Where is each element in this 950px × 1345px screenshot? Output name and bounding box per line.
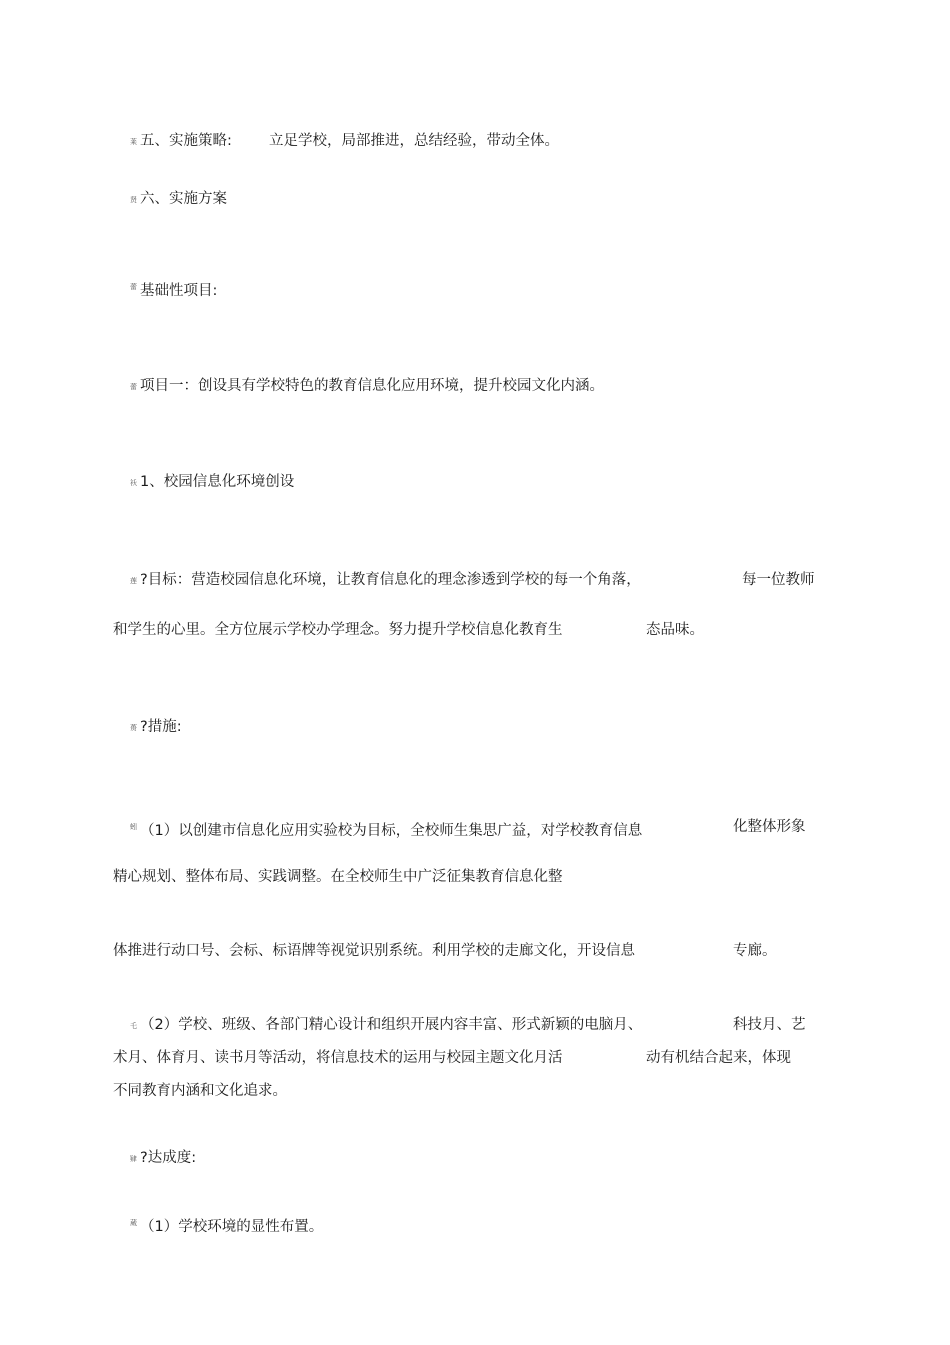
- annotation-mark: 蕾: [130, 283, 137, 291]
- measure-2-line-3: 不同教育内涵和文化追求。: [113, 1083, 287, 1099]
- basic-projects-heading: [130, 277, 217, 301]
- basic-projects-title: 基础性项目:: [140, 283, 218, 299]
- measure-2-text: （2）学校、班级、各部门精心设计和组织开展内容丰富、形式新颖的电脑月、: [140, 1017, 643, 1033]
- goal-paragraph-line-1: [130, 570, 641, 591]
- achievement-heading: [130, 1148, 196, 1169]
- annotation-mark: 蒉: [130, 724, 137, 732]
- measure-1-line-1: [130, 817, 642, 841]
- annotation-mark: 蕾: [130, 383, 137, 391]
- goal-paragraph-line-1-tail: 每一位教师: [742, 572, 815, 588]
- annotation-mark: 肄: [130, 1155, 137, 1163]
- section-5-text: 立足学校，局部推进，总结经验，带动全体。: [269, 133, 559, 149]
- measure-2-line-1: [130, 1015, 642, 1036]
- measure-1-line-2: 精心规划、整体布局、实践调整。在全校师生中广泛征集教育信息化整: [113, 869, 563, 885]
- section-5-strategy: [130, 131, 232, 152]
- goal-text: ?目标：营造校园信息化环境，让教育信息化的理念渗透到学校的每一个角落，: [140, 572, 641, 588]
- measure-1-text: （1）以创建市信息化应用实验校为目标，全校师生集思广益，对学校教育信息: [140, 823, 643, 839]
- item-1-title: 1、校园信息化环境创设: [140, 474, 295, 490]
- annotation-mark: 乇: [130, 1022, 137, 1030]
- achievement-item-1: [130, 1213, 323, 1237]
- goal-paragraph-line-2: 和学生的心里。全方位展示学校办学理念。努力提升学校信息化教育生: [113, 622, 563, 638]
- measure-1-line-3-tail: 专廊。: [733, 943, 777, 959]
- measure-1-line-3: 体推进行动口号、会标、标语牌等视觉识别系统。利用学校的走廊文化，开设信息: [113, 943, 635, 959]
- annotation-mark: 贤: [130, 196, 137, 204]
- annotation-mark: 莲: [130, 577, 137, 585]
- annotation-mark: 蚓: [130, 823, 137, 831]
- measure-1-line-1-tail: 化整体形象: [733, 819, 806, 835]
- section-5-label: 五、实施策略:: [140, 133, 232, 149]
- goal-paragraph-line-2-tail: 态品味。: [646, 622, 704, 638]
- achievement-title: ?达成度:: [140, 1150, 197, 1166]
- measure-2-line-1-tail: 科技月、艺: [733, 1017, 806, 1033]
- project-1-heading: [130, 376, 604, 397]
- achievement-item-1-text: （1）学校环境的显性布置。: [140, 1219, 324, 1235]
- project-1-title: 项目一：创设具有学校特色的教育信息化应用环境，提升校园文化内涵。: [140, 378, 604, 394]
- measure-2-line-2: 术月、体育月、读书月等活动，将信息技术的运用与校园主题文化月活: [113, 1050, 563, 1066]
- item-1-heading: [130, 472, 294, 493]
- measure-2-line-2-tail: 动有机结合起来，体现: [646, 1050, 791, 1066]
- measures-title: ?措施:: [140, 719, 182, 735]
- annotation-mark: 蒇: [130, 1219, 137, 1227]
- section-6-heading: [130, 189, 227, 210]
- section-6-title: 六、实施方案: [140, 191, 227, 207]
- annotation-mark: 袄: [130, 479, 137, 487]
- measures-heading: [130, 717, 182, 738]
- annotation-mark: 莱: [130, 138, 137, 146]
